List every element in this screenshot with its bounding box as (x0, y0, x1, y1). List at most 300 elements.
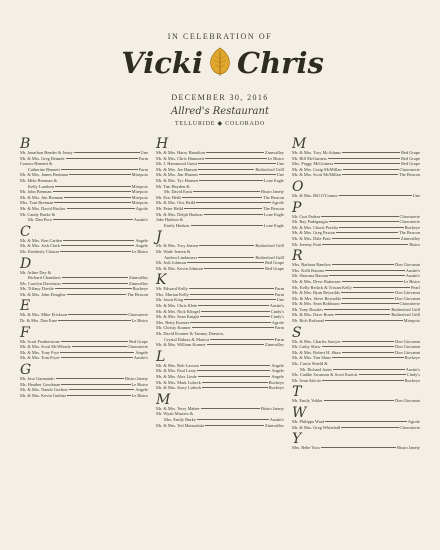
table-name: Rutherford Grill (391, 306, 420, 312)
table-name: Une (412, 192, 420, 198)
guest-name: Mr. & Mrs. Ryan Reynolds (292, 290, 340, 296)
guest-name: Ms. Carolyn Davenson (20, 280, 61, 286)
guest-name: Mrs. Marian Kelly (156, 291, 189, 297)
table-name: Agrole (271, 319, 284, 325)
guest-name: Ms. Caddie Swanson & Scott Kuzick (292, 372, 358, 378)
guest-name: Mr. Sean Salcito (292, 377, 322, 383)
leader-line (339, 195, 412, 196)
group-letter: W (292, 405, 307, 421)
guest-name: Mrs. Toni Brennan (20, 200, 54, 206)
table-name: Austin's (133, 355, 148, 361)
table-name: Buckeye (404, 377, 420, 383)
guest-name: Mr. & Mrs. Ted Matsushita (156, 422, 204, 428)
guest-name: Mr. & Mrs. Kevin Guthrie (20, 392, 67, 398)
guest-name: Mr. Jeremy Pratt (292, 241, 322, 247)
guest-name: Mr. Peter Heild (156, 205, 184, 211)
guest-name: Mr. & Mrs. David Bucher (20, 205, 66, 211)
name-right: Chris (237, 46, 324, 80)
guest-name: Mr. & Mrs. Nando Grafton (20, 387, 68, 393)
guest-name: Mr. & Mrs. William Kramer (156, 342, 206, 348)
guest-name: Mr. J. Hammond Guest (156, 161, 198, 167)
guest-name: Mr. & Mrs. Mark Lubeck (156, 379, 201, 385)
leader-line (58, 320, 130, 321)
table-name: Bistro Janety (396, 445, 420, 451)
group-letter: D (20, 255, 32, 272)
guest-row (20, 318, 148, 324)
guest-name: Mr. Emily Vokler (292, 398, 323, 404)
leader-line (205, 158, 266, 159)
table-name: Farm (274, 336, 284, 342)
leader-line (198, 257, 254, 258)
letter-group (292, 324, 420, 384)
leader-line (189, 288, 274, 289)
table-name: Red Grape (401, 150, 420, 155)
guest-name: Crystal Dakota & Monica (164, 336, 210, 342)
leader-line (198, 163, 276, 164)
table-name: Charcuterie (399, 424, 420, 430)
guest-name: Mr. & Mrs. Sean Robinson (292, 301, 340, 307)
guest-name: Mr. Edward Kelly (156, 286, 188, 292)
table-name: The Beacon (398, 230, 420, 236)
table-name: Pearl (410, 284, 420, 290)
leader-line (182, 197, 261, 198)
leader-line (204, 214, 263, 215)
table-name: Mirepoix (131, 194, 148, 200)
letter-group (156, 274, 284, 348)
guest-name: Mr. Tony Rosales (292, 306, 323, 312)
guest-name: Mr. & Mrs. Ken Carden (20, 237, 63, 243)
leader-line (62, 283, 128, 284)
guest-name: Mr. & Mrs. Stacy Lubeck (156, 385, 202, 391)
table-name: Don Giovanni (395, 349, 420, 355)
guest-name: Mr. & Mrs. Kevin Johnson (156, 265, 204, 271)
leader-line (342, 341, 394, 342)
guest-name: Mr. & Mrs. Tony Frye (20, 349, 60, 355)
leader-line (332, 238, 400, 239)
guest-name: Mr. Shavana Rasona (292, 273, 329, 279)
table-name: Buckeye (268, 385, 284, 391)
leader-line (325, 421, 406, 422)
guest-name: Mr. & Mrs. Delph Hudson (156, 211, 203, 217)
guest-name: Mr. & Mrs. Chris Klein (156, 303, 198, 309)
table-name: Austin's (405, 267, 420, 273)
table-name: Farm (274, 286, 284, 292)
guest-row (292, 378, 420, 384)
table-name: Cindy's (270, 308, 284, 314)
guest-name: Mr. Wade Jensen & (156, 248, 191, 254)
table-name: Buckeye (404, 224, 420, 230)
event-date: DECEMBER 30, 2016 (171, 93, 269, 102)
guest-name: Mr. Arline Day & (20, 269, 52, 275)
table-name: Don Giovanni (395, 338, 420, 344)
table-name: Angele (135, 349, 148, 355)
guest-name: Mr. David Ernst (164, 189, 193, 195)
table-name: Angele (271, 374, 284, 379)
letter-group (20, 300, 148, 323)
table-name: The Beacon (398, 172, 420, 178)
table-name: Agrole (135, 205, 148, 211)
table-name: Don Giovanni (395, 295, 420, 301)
table-name: Charcuterie (127, 344, 148, 350)
letter-group (20, 324, 148, 361)
guest-name: Mr. & Mrs. Charles Sawyer (292, 338, 341, 344)
guest-name: Mr. & Mrs. Scott McMillan (292, 172, 341, 178)
leader-line (342, 281, 403, 282)
leader-line (61, 357, 133, 358)
leader-line (69, 174, 131, 175)
leader-line (187, 262, 264, 263)
guest-name: Mr. & Mrs. Tyc Hansen (156, 177, 198, 183)
leader-line (74, 152, 140, 153)
letter-group (292, 178, 420, 199)
guest-name: Jake Hudson & (156, 217, 184, 223)
table-name: Mirepoix (131, 200, 148, 206)
leader-line (332, 264, 394, 265)
guest-row (292, 445, 420, 451)
letter-group (292, 407, 420, 430)
group-letter: B (20, 136, 31, 152)
leader-line (54, 202, 131, 203)
venue-name: Allred's Restaurant (171, 106, 269, 117)
guest-row (156, 342, 284, 348)
guest-name: Mr. Philippa Ward (292, 419, 325, 424)
table-name: Rutherford Grill (255, 166, 284, 172)
table-name: Zinnvalley (264, 150, 284, 155)
table-name: Farm (138, 166, 148, 172)
guest-name: Mr. & Mrs. Scott McWhistle (20, 344, 71, 350)
group-letter: M (292, 136, 307, 152)
guest-row (292, 242, 420, 248)
leader-line (359, 374, 406, 375)
guest-name: Mr. & Mrs. Otis Heild (156, 200, 196, 206)
guest-name: Andrea Lindemeer (164, 254, 198, 260)
guest-name: Mr. & Mrs. Chris Hammett (156, 155, 205, 161)
guest-name: Ms. Carrie Shield & (292, 361, 328, 367)
letter-group (292, 433, 420, 451)
leader-line (192, 327, 274, 328)
leader-line (199, 245, 254, 246)
leader-line (201, 311, 270, 312)
guest-name: Mr. Christy Kramer (156, 325, 191, 331)
table-name: Charcuterie (399, 213, 420, 219)
leader-line (332, 357, 404, 358)
table-name: Bistro Janety (260, 405, 284, 411)
guest-name: Catherine Bennett (28, 166, 60, 172)
table-name: Farm (274, 291, 284, 297)
leader-line (198, 376, 271, 377)
table-name: Austin's (269, 303, 284, 309)
guest-row (292, 425, 420, 431)
leader-line (205, 425, 264, 426)
leader-line (204, 268, 264, 269)
leader-line (342, 152, 400, 153)
guest-row (292, 398, 420, 404)
guest-name: Mr. Jason King (156, 297, 183, 303)
table-name: Charcuterie (399, 301, 420, 307)
letter-group (292, 199, 420, 248)
guest-name: Dr. & Mrs. Dan Erne (20, 318, 58, 324)
guest-name: Mr. Richard Jones (300, 366, 333, 372)
leader-line (353, 287, 410, 288)
leader-line (200, 365, 270, 366)
group-letter: M (156, 391, 171, 408)
table-name: Zinnvalley (128, 280, 148, 286)
table-name: Le Bistro (403, 278, 420, 284)
table-name: Une (276, 297, 284, 303)
table-name: Red Grape (265, 260, 284, 266)
leader-line (322, 244, 408, 245)
leader-line (341, 292, 394, 293)
group-letter: F (20, 324, 30, 341)
leader-line (184, 208, 262, 209)
group-letter: R (292, 248, 303, 265)
group-letter: O (292, 178, 304, 195)
guest-name: Mr. & Mrs. Jim Hansen (156, 172, 198, 178)
table-name: Le Bistro (131, 248, 148, 254)
guest-name: Mr. & Mrs. Jim Brennan (20, 194, 64, 200)
guest-row (20, 355, 148, 361)
guest-name: Mrs. Peggy McGuiness (292, 161, 334, 167)
table-name: Buckeye (404, 355, 420, 361)
leader-line (53, 191, 131, 192)
guest-name: Mr. Scott Featherstone (20, 338, 60, 344)
table-name: Austin's (133, 217, 148, 223)
letter-group (292, 386, 420, 404)
guest-name: Mr. & Mrs. Dave Rosen (292, 312, 335, 318)
guest-name: Mrs. Bebe Yora (292, 445, 320, 451)
table-name: Bistro (409, 241, 420, 247)
guest-name: Mr. & Mrs. Bill O'Connor (292, 192, 338, 198)
letter-group (20, 138, 148, 223)
leader-line (343, 169, 399, 170)
leader-line (61, 341, 128, 342)
table-name: Red Grape (401, 161, 420, 167)
table-name: Buckeye (132, 286, 148, 292)
leader-line (199, 180, 263, 181)
table-name: Mirepoix (131, 183, 148, 189)
leader-line (342, 298, 394, 299)
guest-row (156, 266, 284, 272)
guest-name: Mr. & Mrs. Tom Fryer (20, 355, 60, 361)
guest-name: Mrs. Barbara Ramlow (292, 262, 332, 268)
group-letter: Y (292, 431, 302, 448)
table-name: Rutherford Grill (391, 312, 420, 318)
table-name: Lone Eagle (263, 211, 284, 217)
table-name: Zinnvalley (264, 342, 284, 348)
table-name: Austin's (405, 366, 420, 372)
guest-row (20, 393, 148, 399)
leader-line (68, 314, 126, 315)
guest-name: Mr. Wyatt Masters & (156, 411, 194, 417)
leader-line (202, 382, 268, 383)
leader-line (201, 408, 260, 409)
guest-name: Mr. Mike Brennan & (20, 177, 58, 183)
table-name: Charcuterie (399, 166, 420, 172)
leader-line (325, 270, 405, 271)
letter-group (20, 223, 148, 255)
leader-line (61, 245, 135, 246)
leader-line (335, 314, 390, 315)
leader-line (207, 344, 264, 345)
leader-line (60, 352, 134, 353)
guest-row (20, 292, 148, 298)
table-name: Angele (271, 362, 284, 368)
guest-name: Mr. & Mrs. Troy Jensen (156, 243, 199, 249)
leader-line (191, 225, 263, 226)
leader-line (197, 370, 270, 371)
table-name: Don Giovanni (395, 344, 420, 350)
guest-name: Ms. Kelly Redick & Tristan Kelly (292, 284, 352, 290)
guest-name: Mr. & Mrs. Terry Mabee (156, 405, 200, 411)
leader-line (202, 387, 268, 388)
group-letter: G (20, 362, 32, 379)
leader-line (67, 208, 135, 209)
leader-line (197, 419, 269, 420)
guest-name: Ms. Tiffany Dreide (20, 286, 54, 292)
table-name: Mirepoix (131, 189, 148, 195)
group-letter: J (156, 229, 162, 246)
guest-name: Connor Bennett & (20, 161, 53, 167)
table-name: Charcuterie (127, 312, 148, 318)
letter-group (20, 255, 148, 298)
guest-name: Mr. & Mrs. Harry Hamilton (156, 150, 206, 155)
guest-name: Mr. Dan Poro (28, 217, 53, 223)
leader-line (67, 395, 130, 396)
guest-name: Mr. & Mrs. Troy McAdams (292, 150, 341, 155)
table-name: The Beacon (262, 205, 284, 211)
leader-line (339, 227, 404, 228)
leader-line (53, 219, 133, 220)
leader-line (206, 152, 264, 153)
guest-row (20, 249, 148, 255)
guest-name: Mr. Candy Burke & (20, 211, 56, 217)
table-name: Mirepoix (131, 172, 148, 178)
guest-name: Mr. Jodi Johnson (156, 260, 187, 266)
guest-row (156, 385, 284, 391)
table-name: Zinnvalley (264, 422, 284, 428)
table-name: Le Bistro (131, 318, 148, 324)
guest-name: Mr. & Mrs. John Dougher (20, 291, 66, 297)
guest-name: Mrs. Emily Burke (164, 416, 196, 422)
guest-name: Mr. & Mrs. Greg Paxton (292, 230, 336, 236)
table-name: Une (276, 161, 284, 167)
leader-line (328, 158, 400, 159)
seating-column-3 (292, 138, 420, 454)
table-name: Une (276, 172, 284, 178)
seating-column-2 (156, 138, 284, 431)
guest-name: Mr. & Mrs. Paul Leary (156, 368, 197, 374)
leader-line (321, 447, 396, 448)
guest-name: Mr. & Mrs. Dale Pratt (292, 235, 331, 241)
guest-name: Mr. David Kramer & Tammy Durston, (156, 331, 224, 337)
guest-name: Mr. & Mrs. Josh Clark (20, 243, 60, 249)
guest-name: Mr. & Mrs. Robert H. Shaw (292, 349, 342, 355)
guest-name: Mr. & Mrs. Rob Lawson (156, 362, 200, 368)
table-name: Angele (135, 387, 148, 393)
guest-name: Mr. Cathy Shaw (292, 344, 321, 350)
guest-name: Mr. Tim Hayden & (156, 183, 190, 189)
guest-name: Mr. Jonathon Bender & Jenny (20, 150, 73, 155)
letter-group (156, 348, 284, 391)
guest-row (292, 172, 420, 178)
letter-group (156, 138, 284, 228)
leader-line (55, 186, 130, 187)
guest-name: Ms. Heather Goodman (20, 381, 61, 387)
leader-line (210, 339, 273, 340)
leader-line (196, 202, 271, 203)
table-name: Le Bistro (267, 155, 284, 161)
table-name: Agrole (407, 419, 420, 424)
couple-names (0, 44, 440, 84)
table-name: Charcuterie (399, 219, 420, 225)
leader-line (334, 163, 400, 164)
group-letter: S (292, 324, 302, 341)
table-name: Don Giovanni (395, 398, 420, 404)
guest-name: Mr. & Mrs. Greg Bennett (20, 155, 65, 161)
group-letter: H (156, 136, 169, 152)
header (0, 0, 440, 134)
guest-name: Mr. Jose Garmando (20, 376, 55, 382)
leader-line (62, 277, 128, 278)
name-left: Vicki (121, 46, 203, 80)
table-name: Farm (274, 325, 284, 331)
guest-name: Mr. & Mrs. Mike Erickson (20, 312, 68, 318)
table-name: Bistro Janety (124, 376, 148, 382)
leader-line (55, 288, 132, 289)
leader-line (66, 158, 138, 159)
seating-column-1 (20, 138, 148, 401)
leader-line (198, 305, 268, 306)
table-name: The Beacon (262, 194, 284, 200)
guest-name: Mr. & Mrs. James Brennan (20, 172, 68, 178)
leader-line (56, 378, 124, 379)
leader-line (322, 346, 394, 347)
leader-line (193, 191, 260, 192)
leader-line (72, 346, 127, 347)
leader-line (329, 221, 399, 222)
guest-name: Mr. & Mrs. Drew Rattersan (292, 278, 341, 284)
guest-name: Mr. Eric Heild (156, 194, 182, 200)
leader-line (190, 294, 274, 295)
leader-line (190, 322, 271, 323)
celebration-line: IN CELEBRATION OF (167, 32, 273, 41)
leader-line (61, 169, 138, 170)
guest-name: Mr. & Mrs. Nick Klingel (156, 308, 200, 314)
guest-name: Mr. & Mrs. Craig McMillan (292, 166, 342, 172)
table-name: Lone Eagle (263, 177, 284, 183)
table-name: Farm (138, 155, 148, 161)
leader-line (325, 320, 403, 321)
guest-name: Mr. Rich Rufvand (292, 318, 324, 324)
letter-group (156, 391, 284, 428)
table-name: Don Giovanni (395, 290, 420, 296)
guest-row (156, 423, 284, 429)
table-name: Buckeye (268, 379, 284, 385)
leader-line (67, 294, 126, 295)
table-name: Une (140, 150, 148, 155)
guest-row (292, 318, 420, 324)
leader-line (324, 400, 394, 401)
table-name: Zinnvalley (400, 235, 420, 241)
guest-name: Mrs. Kelli Rasona (292, 267, 325, 273)
leader-line (61, 384, 130, 385)
table-name: Don Giovanni (395, 262, 420, 268)
letter-group (20, 364, 148, 398)
leader-line (60, 251, 130, 252)
group-letter: T (292, 384, 302, 401)
guest-name: Mr. & Mrs. Sean Knight (156, 314, 199, 320)
table-name: Angele (135, 243, 148, 249)
